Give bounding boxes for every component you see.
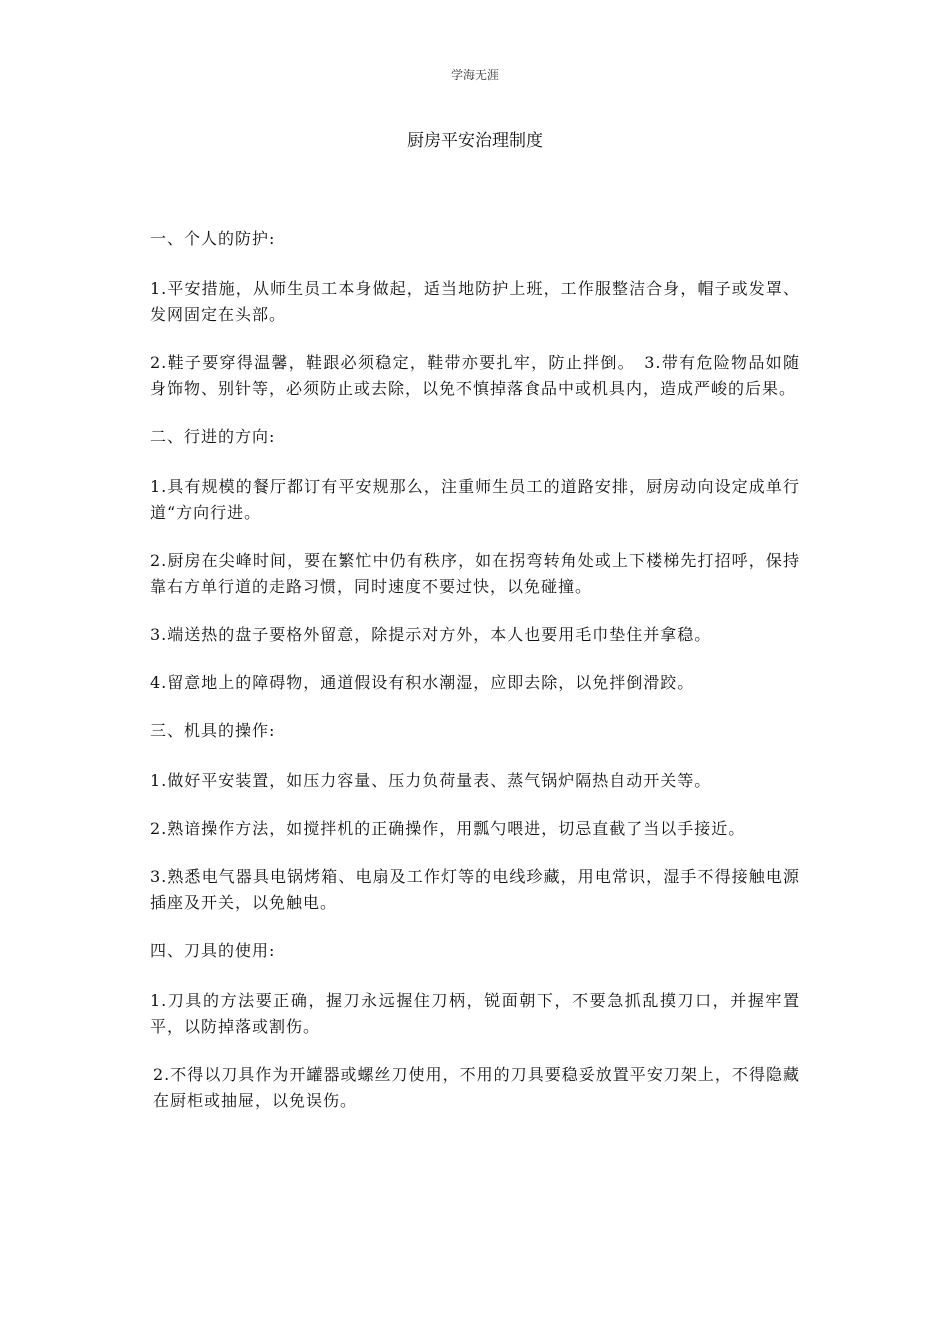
paragraph: 2.厨房在尖峰时间，要在繁忙中仍有秩序，如在拐弯转角处或上下楼梯先打招呼，保持靠右方单行道的走路习惯，同时速度不要过快，以免碰撞。 [150, 551, 800, 596]
page-header: 学海无涯 [450, 68, 499, 82]
paragraph: 1.具有规模的餐厅都订有平安规那么，注重师生员工的道路安排，厨房动向设定成单行道“方向行进。 [150, 477, 800, 522]
document-title: 厨房平安治理制度 [407, 131, 543, 151]
section-heading-2: 二、行进的方向: [150, 427, 276, 446]
paragraph: 4.留意地上的障碍物，通道假设有积水潮湿，应即去除，以免拌倒滑跤。 [150, 673, 695, 692]
paragraph: 1.刀具的方法要正确，握刀永远握住刀柄，锐面朝下，不要急抓乱摸刀口，并握牢置平，以防掉落或割伤。 [150, 991, 800, 1036]
paragraph: 2.不得以刀具作为开罐器或螺丝刀使用，不用的刀具要稳妥放置平安刀架上，不得隐藏在厨柜或抽屉，以免误伤。 [153, 1065, 800, 1110]
section-heading-3: 三、机具的操作: [150, 721, 276, 740]
paragraph: 3.端送热的盘子要格外留意，除提示对方外，本人也要用毛巾垫住并拿稳。 [150, 625, 712, 644]
section-heading-1: 一、个人的防护: [150, 229, 276, 248]
paragraph: 1.做好平安装置，如压力容量、压力负荷量表、蒸气锅炉隔热自动开关等。 [150, 771, 712, 790]
paragraph: 3.熟悉电气器具电锅烤箱、电扇及工作灯等的电线珍藏，用电常识，湿手不得接触电源插座及开关，以免触电。 [150, 867, 800, 912]
paragraph: 2.鞋子要穿得温馨，鞋跟必须稳定，鞋带亦要扎牢，防止拌倒。 3.带有危险物品如随身饰物、别针等，必须防止或去除，以免不慎掉落食品中或机具内，造成严峻的后果。 [150, 353, 800, 398]
section-heading-4: 四、刀具的使用: [150, 941, 276, 960]
document-body [150, 226, 800, 1136]
paragraph: 2.熟谙操作方法，如搅拌机的正确操作，用瓢勺喂进，切忌直截了当以手接近。 [150, 819, 746, 838]
paragraph: 1.平安措施，从师生员工本身做起，适当地防护上班，工作服整洁合身，帽子或发罩、发网固定在头部。 [150, 279, 800, 324]
